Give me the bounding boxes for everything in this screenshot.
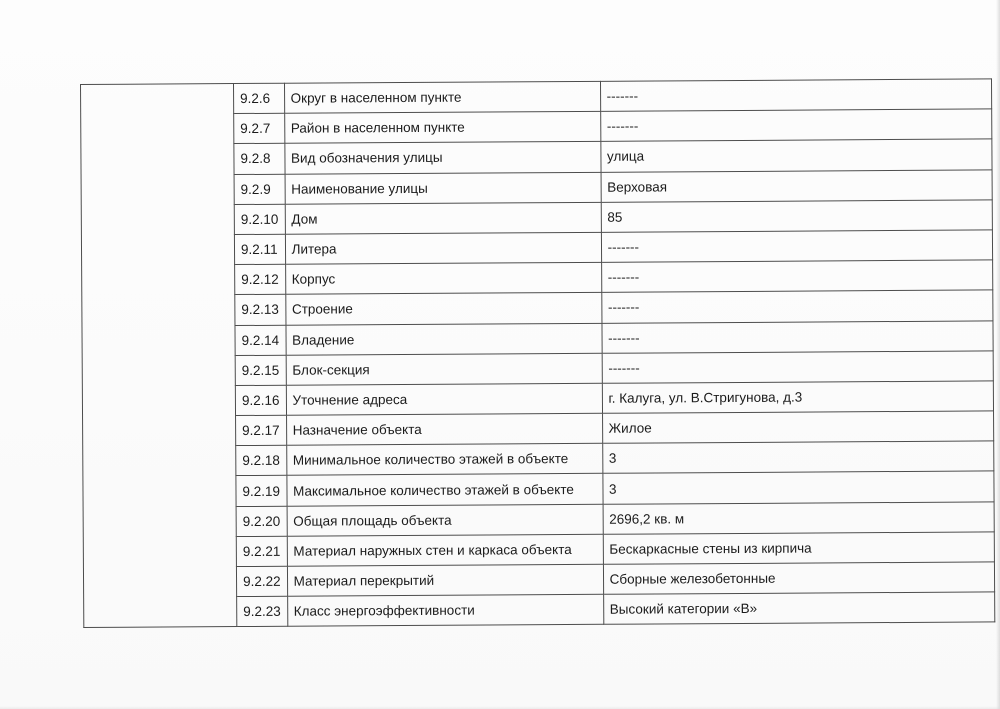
row-value: -------: [601, 230, 992, 263]
property-table-body: [81, 79, 995, 628]
row-label: Литера: [285, 232, 601, 264]
row-label: Район в населенном пункте: [284, 112, 600, 144]
row-number: 9.2.9: [234, 174, 285, 204]
row-label: Строение: [285, 293, 601, 325]
property-details-table-wrap: [80, 78, 995, 628]
row-label: Блок-секция: [286, 353, 602, 385]
row-label: Максимальное количество этажей в объекте: [286, 474, 602, 506]
row-label: Материал наружных стен и каркаса объекта: [287, 534, 603, 566]
row-number: 9.2.22: [236, 566, 287, 596]
row-label: Минимальное количество этажей в объекте: [286, 444, 602, 476]
row-label: Класс энергоэффективности: [287, 595, 603, 627]
row-value: Жилое: [602, 411, 993, 444]
row-value: -------: [600, 79, 991, 112]
row-number: 9.2.16: [235, 385, 286, 415]
row-label: Округ в населенном пункте: [284, 81, 600, 113]
row-label: Дом: [285, 202, 601, 234]
row-number: 9.2.19: [236, 476, 287, 506]
row-label: Корпус: [285, 262, 601, 294]
row-label: Наименование улицы: [285, 172, 601, 204]
row-number: 9.2.8: [234, 144, 285, 174]
row-label: Назначение объекта: [286, 413, 602, 445]
row-number: 9.2.20: [236, 506, 287, 536]
row-value: г. Калуга, ул. В.Стригунова, д.3: [602, 381, 993, 414]
scan-edge-artifact-right: [996, 0, 1000, 709]
row-number: 9.2.12: [235, 264, 286, 294]
row-number: 9.2.11: [234, 234, 285, 264]
row-label: Вид обозначения улицы: [284, 142, 600, 174]
row-value: -------: [601, 260, 992, 293]
row-value: Бескаркасные стены из кирпича: [603, 532, 994, 565]
row-label: Уточнение адреса: [286, 383, 602, 415]
row-value: -------: [601, 290, 992, 323]
row-number: 9.2.23: [237, 596, 288, 626]
row-number: 9.2.18: [236, 445, 287, 475]
row-value: -------: [600, 109, 991, 142]
row-value: 3: [602, 441, 993, 474]
row-value: Сборные железобетонные: [603, 562, 994, 595]
row-value: Высокий категории «В»: [603, 592, 994, 625]
row-number: 9.2.15: [235, 355, 286, 385]
row-value: -------: [602, 351, 993, 384]
row-value: 3: [602, 471, 993, 504]
left-margin-cell: [81, 84, 237, 628]
row-number: 9.2.13: [235, 295, 286, 325]
row-label: Владение: [286, 323, 602, 355]
row-number: 9.2.21: [236, 536, 287, 566]
property-details-table: [80, 78, 995, 628]
row-number: 9.2.14: [235, 325, 286, 355]
row-value: 2696,2 кв. м: [603, 502, 994, 535]
row-number: 9.2.17: [236, 415, 287, 445]
row-value: Верховая: [601, 169, 992, 202]
row-value: 85: [601, 200, 992, 233]
row-number: 9.2.6: [234, 83, 285, 113]
row-value: улица: [600, 139, 991, 172]
row-label: Материал перекрытий: [287, 564, 603, 596]
row-number: 9.2.7: [234, 113, 285, 143]
row-number: 9.2.10: [234, 204, 285, 234]
row-value: -------: [602, 320, 993, 353]
row-label: Общая площадь объекта: [287, 504, 603, 536]
